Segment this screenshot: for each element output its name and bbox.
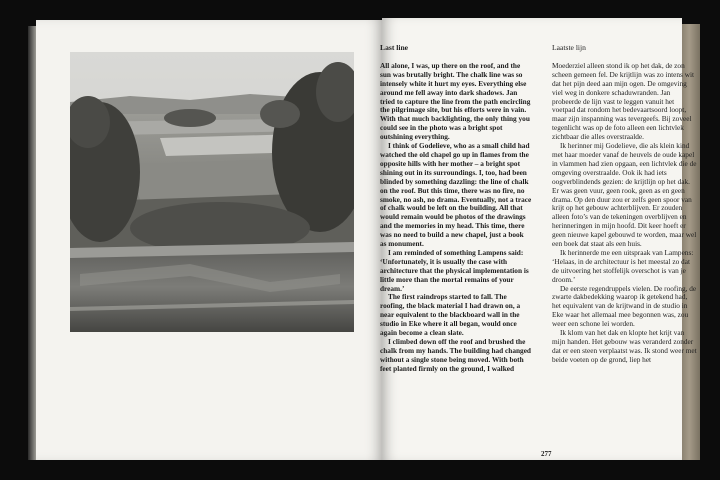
landscape-photo: [70, 52, 354, 332]
dutch-paragraph: Moederziel alleen stond ik op het dak, de zon scheen gemeen fel. De krijtlijn was zo intens wit dat het pijn deed aan mijn ogen. De omgeving viel weg in donkere schaduwranden. Jan probeerde de lijn vast te leggen vanuit het voetpad dat rondom het bedevaartsoord loopt, maar zijn inspanning was tevergeefs. Bij zoveel tegenlicht was op de foto alleen een lichtvlek zichtbaar die alles overstraalde.: [552, 60, 695, 142]
english-paragraph: All alone, I was, up there on the roof, and the sun was brutally bright. The chalk line was so intensely white it hurt my eyes. Everything else around me fell away into dark shadows. Jan tried to capture the line from the path encircling the pilgrimage site, but his efforts were in vain. With that much backlighting, the only thing you could see in the photo was a bright spot outshining everything.: [380, 60, 531, 142]
english-paragraph: I climbed down off the roof and brushed the chalk from my hands. The building had changed without a single stone being moved. With both feet planted firmly on the ground, I walked: [380, 337, 531, 373]
page-number: 277: [541, 450, 552, 458]
open-book: [28, 14, 702, 462]
dutch-paragraph: De eerste regendruppels vielen. De roofing, de zwarte dakbedekking waarop ik getekend had, het equivalent van de krijtwand in de studio in Eke waar het allemaal mee begonnen was, zou weer een schone lei worden.: [552, 283, 697, 329]
english-text-column: [380, 44, 532, 374]
english-paragraph: I think of Godelieve, who as a small child had watched the old chapel go up in flames from the opposite hills with her mother – a bright spot shining out in its surroundings. I, too, had been blinded by something dazzling: the line of chalk on the roof. But this time, there was no fire, no smoke, no ash, no drama. Eventually, not a trace of chalk would be left on the building. All that would remain would be photos of the drawings and the memories in my head. This time, there was no need to build a new chapel, just a book as monument.: [380, 141, 532, 249]
dutch-paragraph: Ik herinnerde me een uitspraak van Lampens: ‘Helaas, in de architectuur is het meestal zo dat de uitvoering het stoffelijk overschot is van je droom.’: [552, 247, 694, 284]
english-title: Last line: [380, 43, 409, 52]
dutch-text-column: [552, 44, 698, 365]
english-paragraph: I am reminded of something Lampens said: ‘Unfortunately, it is usually the case with architecture that the physical implementation is little more than the mortal remains of your dream.’: [380, 247, 529, 293]
dutch-title: Laatste lijn: [552, 43, 586, 52]
english-paragraph: The first raindrops started to fall. The roofing, the black material I had drawn on, a near equivalent to the blackboard wall in the studio in Eke where it all began, would once again become a clean slate.: [380, 292, 521, 338]
dutch-paragraph: Ik klom van het dak en klopte het krijt van mijn handen. Het gebouw was veranderd zonder dat er een steen verplaatst was. Ik stond weer met beide voeten op de grond, liep het: [552, 328, 697, 364]
landscape-photo-icon: [70, 52, 354, 332]
dutch-paragraph: Ik herinner mij Godelieve, die als klein kind met haar moeder vanaf de heuvels de oude kapel in vlammen had zien opgaan, een lichtvlek die de omgeving overstraalde. Ook ik had iets oogverblindends gezien: de krijtlijn op het dak. Er was geen vuur, geen rook, geen as en geen drama. Op den duur zou er zelfs geen spoor van krijt op het gebouw achterblijven. Er zouden alleen foto’s van de tekeningen overblijven en herinneringen in mijn hoofd. Dit keer hoeft er geen nieuwe kapel gebouwd te worden, maar wel een boek dat staat als een huis.: [552, 141, 697, 249]
